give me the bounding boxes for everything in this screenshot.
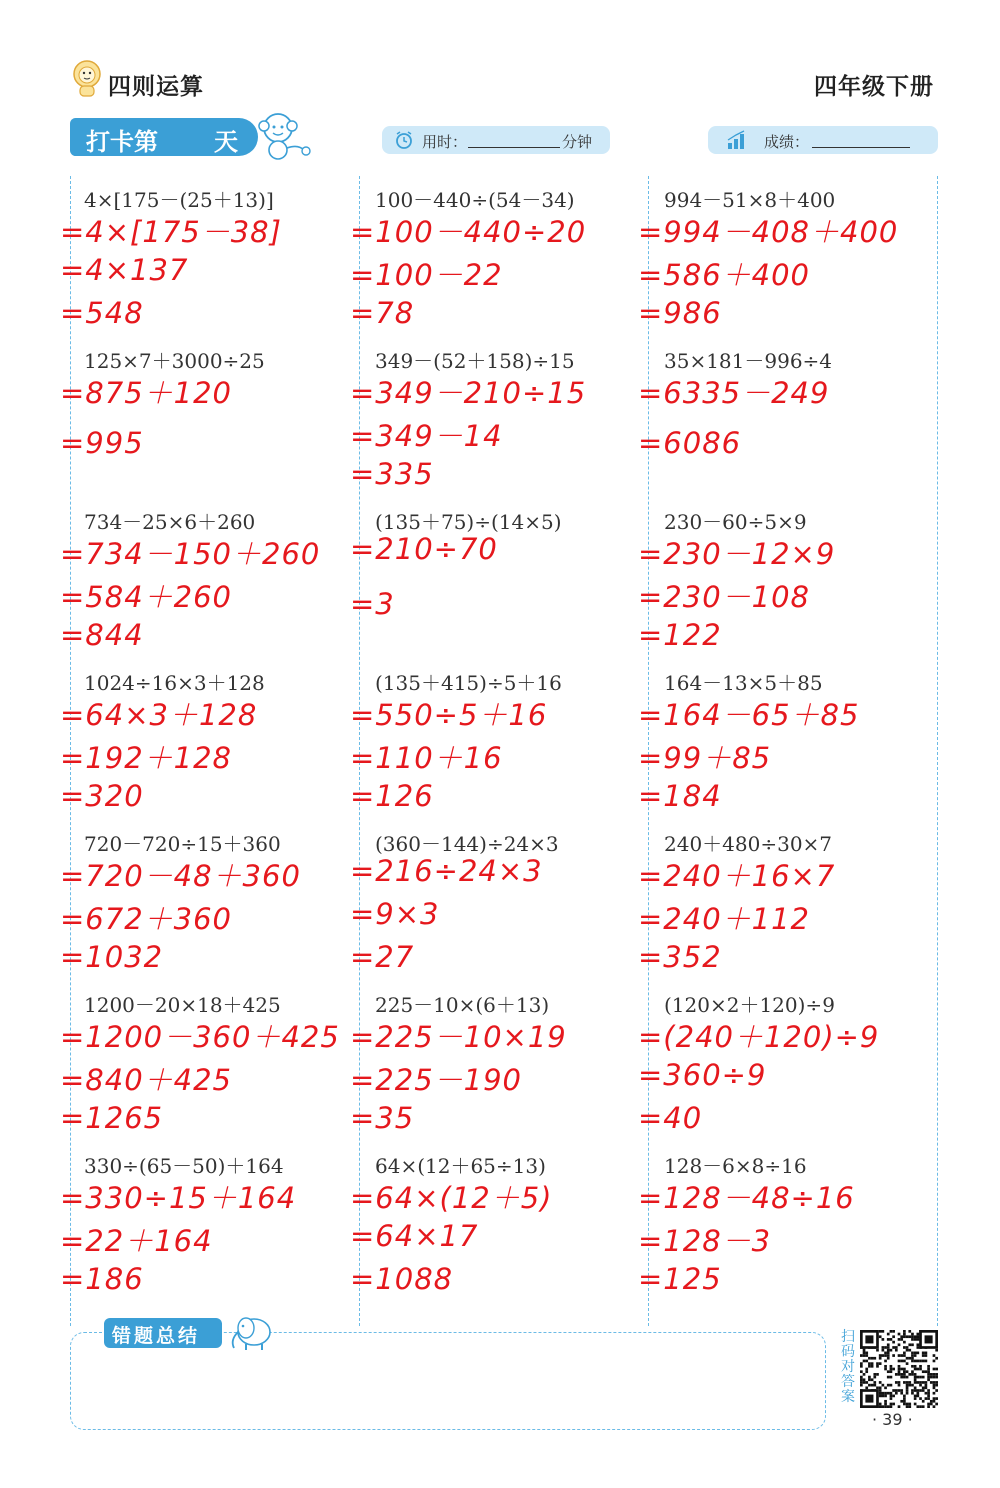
- handwritten-step: =110＋16: [350, 741, 503, 775]
- handwritten-step: =216÷24×3: [350, 854, 543, 888]
- handwritten-step: =22＋164: [60, 1224, 213, 1258]
- checkin-day-label: 天: [214, 128, 238, 156]
- scan-answer-label: 扫码对答案: [841, 1329, 855, 1405]
- handwritten-step: =225－190: [350, 1063, 523, 1097]
- handwritten-step: =320: [60, 779, 144, 813]
- handwritten-step: =349－14: [350, 419, 503, 453]
- problem-expression: 734－25×6＋260: [84, 510, 256, 534]
- handwritten-step: =184: [638, 779, 722, 813]
- mistake-summary-label: 错题总结: [112, 1325, 201, 1347]
- handwritten-step: =4×137: [60, 253, 189, 287]
- problem-expression: 125×7＋3000÷25: [84, 349, 265, 373]
- score-label: 成绩：: [764, 133, 810, 151]
- handwritten-step: =1200－360＋425: [60, 1020, 340, 1054]
- problem-expression: 225－10×(6＋13): [375, 993, 550, 1017]
- handwritten-step: =352: [638, 940, 722, 974]
- section-title: 四则运算: [108, 74, 204, 100]
- handwritten-step: =1265: [60, 1101, 164, 1135]
- column-divider: [937, 176, 938, 1326]
- handwritten-step: =720－48＋360: [60, 859, 301, 893]
- handwritten-step: =584＋260: [60, 580, 233, 614]
- handwritten-step: =6086: [638, 426, 742, 460]
- score-input-line[interactable]: [812, 147, 910, 148]
- problem-expression: 35×181－996÷4: [664, 349, 833, 373]
- handwritten-step: =240＋16×7: [638, 859, 836, 893]
- score-box: [708, 126, 938, 154]
- handwritten-step: =548: [60, 296, 144, 330]
- handwritten-step: =64×(12＋5): [350, 1181, 553, 1215]
- handwritten-step: =6335－249: [638, 376, 830, 410]
- handwritten-step: =126: [350, 779, 434, 813]
- problem-expression: 994－51×8＋400: [664, 188, 836, 212]
- handwritten-step: =128－48÷16: [638, 1181, 855, 1215]
- handwritten-step: =64×17: [350, 1219, 479, 1253]
- handwritten-step: =(240＋120)÷9: [638, 1020, 880, 1054]
- qr-code-icon[interactable]: [860, 1330, 938, 1408]
- handwritten-step: =330÷15＋164: [60, 1181, 297, 1215]
- problem-expression: 1024÷16×3＋128: [84, 671, 265, 695]
- grade-label: 四年级下册: [814, 74, 934, 100]
- handwritten-step: =64×3＋128: [60, 698, 258, 732]
- problem-expression: 230－60÷5×9: [664, 510, 807, 534]
- problem-expression: 349－(52＋158)÷15: [375, 349, 575, 373]
- elephant-mascot-icon: [226, 1310, 278, 1352]
- handwritten-step: =35: [350, 1101, 415, 1135]
- handwritten-step: =78: [350, 296, 415, 330]
- time-unit: 分钟: [562, 133, 593, 151]
- handwritten-step: =186: [60, 1262, 144, 1296]
- alarm-clock-icon: [394, 130, 414, 150]
- handwritten-step: =550÷5＋16: [350, 698, 548, 732]
- lion-mascot-icon: [70, 58, 104, 98]
- problem-expression: 4×[175－(25＋13)]: [84, 188, 274, 212]
- handwritten-step: =1032: [60, 940, 164, 974]
- handwritten-step: =125: [638, 1262, 722, 1296]
- handwritten-step: =100－22: [350, 258, 503, 292]
- handwritten-step: =335: [350, 457, 434, 491]
- time-label: 用时：: [422, 133, 468, 151]
- handwritten-step: =995: [60, 426, 144, 460]
- handwritten-step: =230－12×9: [638, 537, 836, 571]
- handwritten-step: =994－408＋400: [638, 215, 899, 249]
- problem-expression: 1200－20×18＋425: [84, 993, 281, 1017]
- handwritten-step: =164－65＋85: [638, 698, 860, 732]
- handwritten-step: =99＋85: [638, 741, 772, 775]
- problem-expression: 100－440÷(54－34): [375, 188, 575, 212]
- handwritten-step: =875＋120: [60, 376, 233, 410]
- handwritten-step: =225－10×19: [350, 1020, 567, 1054]
- handwritten-step: =9×3: [350, 897, 440, 931]
- handwritten-step: =734－150＋260: [60, 537, 321, 571]
- handwritten-step: =986: [638, 296, 722, 330]
- problem-expression: (135＋415)÷5＋16: [375, 671, 562, 695]
- handwritten-step: =3: [350, 587, 395, 621]
- handwritten-step: =4×[175－38]: [60, 215, 282, 249]
- problem-expression: (135＋75)÷(14×5): [375, 510, 562, 534]
- handwritten-step: =1088: [350, 1262, 454, 1296]
- handwritten-step: =240＋112: [638, 902, 811, 936]
- mistake-summary-tag: [104, 1318, 222, 1348]
- handwritten-step: =586＋400: [638, 258, 811, 292]
- handwritten-step: =27: [350, 940, 415, 974]
- handwritten-step: =360÷9: [638, 1058, 767, 1092]
- problem-expression: (120×2＋120)÷9: [664, 993, 835, 1017]
- handwritten-step: =844: [60, 618, 144, 652]
- handwritten-step: =40: [638, 1101, 703, 1135]
- checkin-label: 打卡第: [86, 128, 158, 156]
- checkin-tab: [70, 118, 258, 156]
- handwritten-step: =210÷70: [350, 532, 498, 566]
- monkey-mascot-icon: [256, 110, 312, 162]
- time-input-line[interactable]: [468, 147, 560, 148]
- problem-expression: 330÷(65－50)＋164: [84, 1154, 284, 1178]
- problem-expression: 720－720÷15＋360: [84, 832, 281, 856]
- problem-expression: 64×(12＋65÷13): [375, 1154, 546, 1178]
- handwritten-step: =230－108: [638, 580, 811, 614]
- handwritten-step: =128－3: [638, 1224, 772, 1258]
- handwritten-step: =100－440÷20: [350, 215, 587, 249]
- handwritten-step: =122: [638, 618, 722, 652]
- problem-expression: 164－13×5＋85: [664, 671, 823, 695]
- handwritten-step: =840＋425: [60, 1063, 233, 1097]
- handwritten-step: =672＋360: [60, 902, 233, 936]
- time-box: [382, 126, 610, 154]
- handwritten-step: =349－210÷15: [350, 376, 587, 410]
- problem-expression: 128－6×8÷16: [664, 1154, 807, 1178]
- handwritten-step: =192＋128: [60, 741, 233, 775]
- bar-chart-icon: [726, 130, 748, 150]
- problem-expression: (360－144)÷24×3: [375, 832, 559, 856]
- page-number: · 39 ·: [872, 1410, 913, 1429]
- problem-expression: 240＋480÷30×7: [664, 832, 833, 856]
